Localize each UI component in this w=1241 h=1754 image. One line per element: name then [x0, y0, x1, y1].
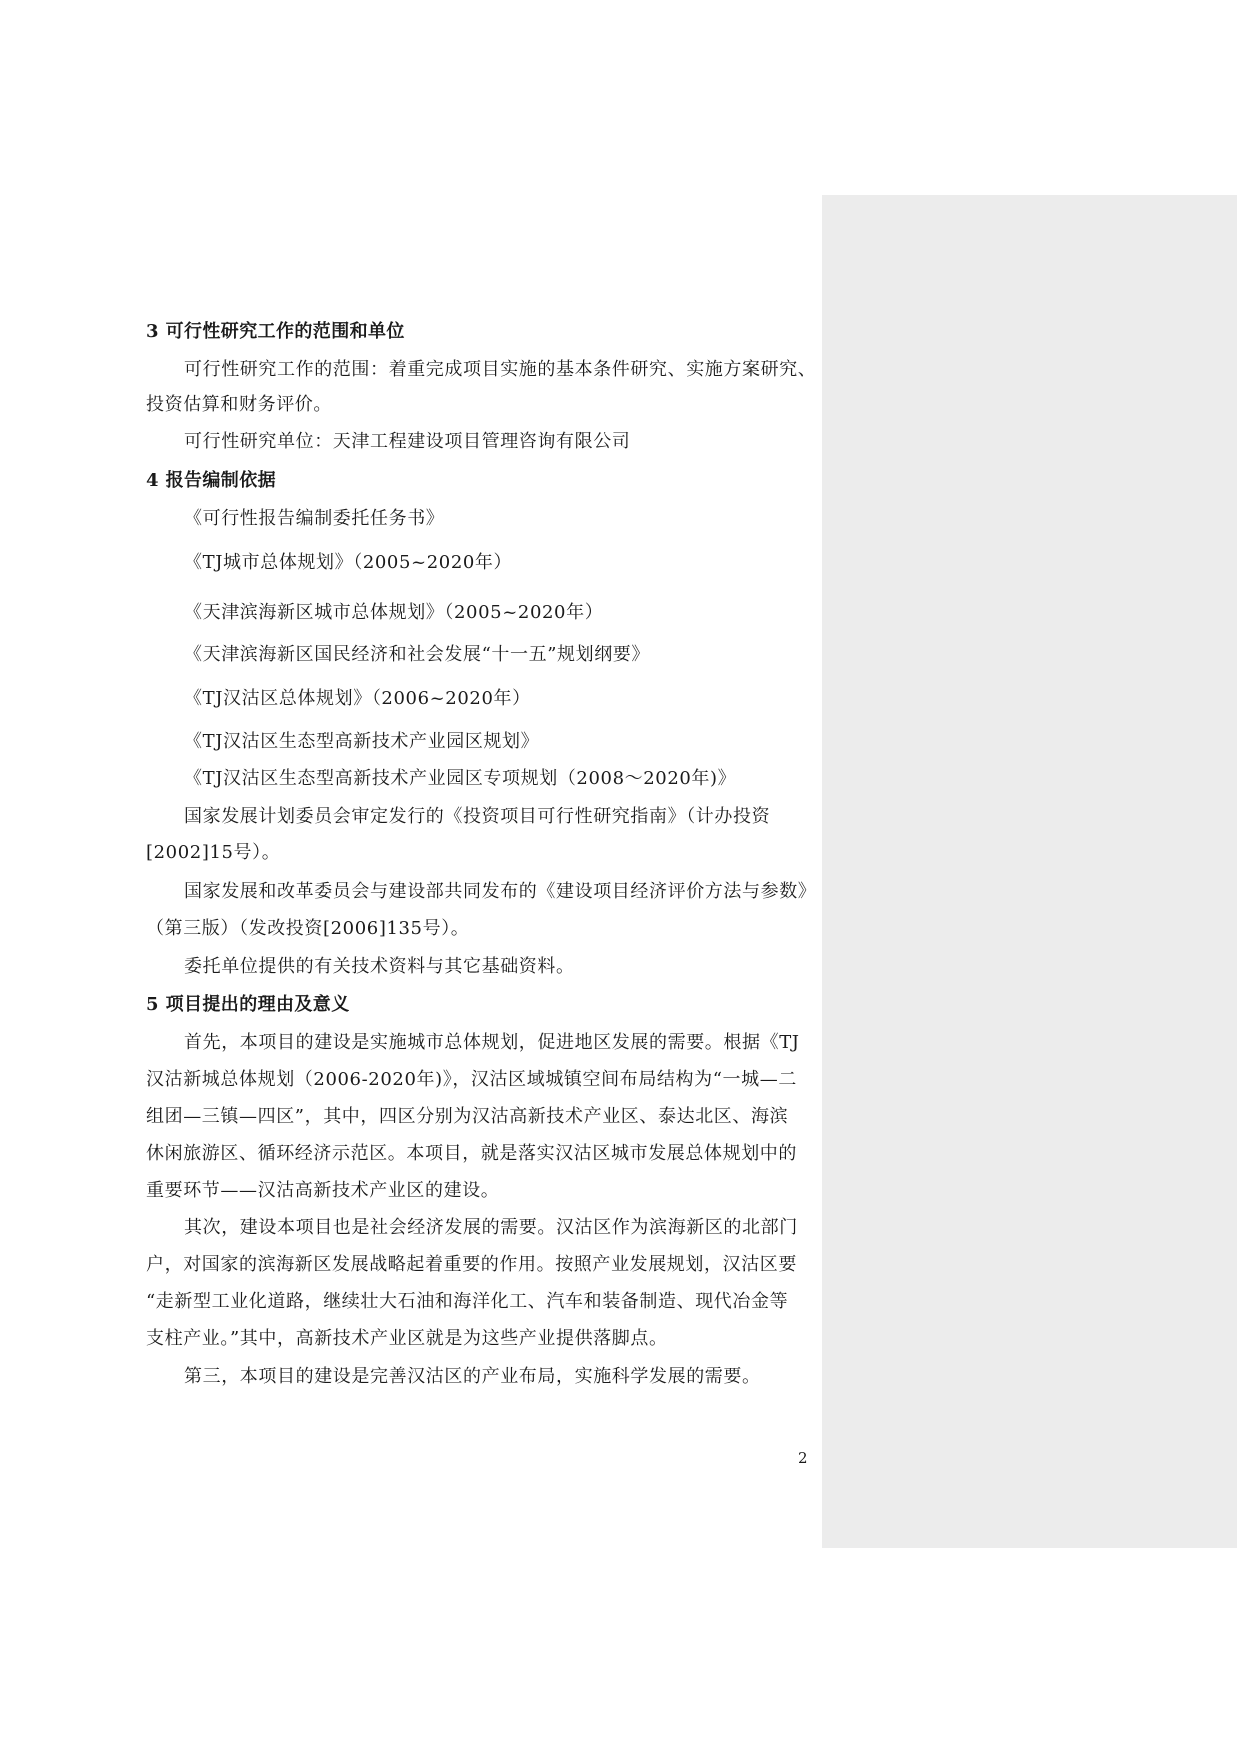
- page-number: 2: [798, 1449, 808, 1467]
- guide-text-line1: 国家发展计划委员会审定发行的《投资项目可行性研究指南》（计办投资: [184, 806, 771, 827]
- basis-item: 《天津滨海新区国民经济和社会发展“十一五”规划纲要》: [184, 644, 651, 665]
- section4-heading: 4 报告编制依据: [146, 470, 276, 491]
- para1-line: 休闲旅游区、循环经济示范区。本项目，就是落实汉沽区城市发展总体规划中的: [146, 1143, 797, 1164]
- research-unit: 可行性研究单位：天津工程建设项目管理咨询有限公司: [184, 431, 631, 452]
- para1-line: 重要环节——汉沽高新技术产业区的建设。: [146, 1180, 500, 1201]
- materials-text: 委托单位提供的有关技术资料与其它基础资料。: [184, 956, 575, 977]
- para2-line: 其次，建设本项目也是社会经济发展的需要。汉沽区作为滨海新区的北部门: [184, 1217, 798, 1238]
- para1-line: 组团—三镇—四区”，其中，四区分别为汉沽高新技术产业区、泰达北区、海滨: [146, 1106, 789, 1127]
- comment-pane: [822, 195, 1237, 1548]
- basis-item: 《可行性报告编制委托任务书》: [184, 508, 445, 529]
- basis-item: 《天津滨海新区城市总体规划》（2005~2020年）: [184, 602, 604, 623]
- method-text-line2: （第三版）（发改投资[2006]135号）。: [146, 918, 470, 939]
- scope-text-line2: 投资估算和财务评价。: [146, 394, 332, 415]
- basis-item: 《TJ城市总体规划》（2005~2020年）: [184, 552, 513, 573]
- basis-item: 《TJ汉沽区生态型高新技术产业园区专项规划（2008～2020年)》: [184, 768, 737, 789]
- para1-line: 汉沽新城总体规划（2006-2020年)》，汉沽区域城镇空间布局结构为“一城—二: [146, 1069, 797, 1090]
- method-text-line1: 国家发展和改革委员会与建设部共同发布的《建设项目经济评价方法与参数》: [184, 881, 817, 902]
- scope-text-line1: 可行性研究工作的范围：着重完成项目实施的基本条件研究、实施方案研究、: [184, 359, 817, 380]
- section5-heading: 5 项目提出的理由及意义: [146, 994, 350, 1015]
- para3-line: 第三，本项目的建设是完善汉沽区的产业布局，实施科学发展的需要。: [184, 1366, 761, 1387]
- section3-heading: 3 可行性研究工作的范围和单位: [146, 321, 405, 342]
- para2-line: 户，对国家的滨海新区发展战略起着重要的作用。按照产业发展规划，汉沽区要: [146, 1254, 797, 1275]
- para2-line: 支柱产业。”其中，高新技术产业区就是为这些产业提供落脚点。: [146, 1328, 668, 1349]
- guide-text-line2: [2002]15号）。: [146, 842, 281, 863]
- para1-line: 首先，本项目的建设是实施城市总体规划，促进地区发展的需要。根据《TJ: [184, 1032, 800, 1053]
- basis-item: 《TJ汉沽区生态型高新技术产业园区规划》: [184, 731, 540, 752]
- basis-item: 《TJ汉沽区总体规划》（2006~2020年）: [184, 688, 531, 709]
- para2-line: “走新型工业化道路，继续壮大石油和海洋化工、汽车和装备制造、现代冶金等: [146, 1291, 789, 1312]
